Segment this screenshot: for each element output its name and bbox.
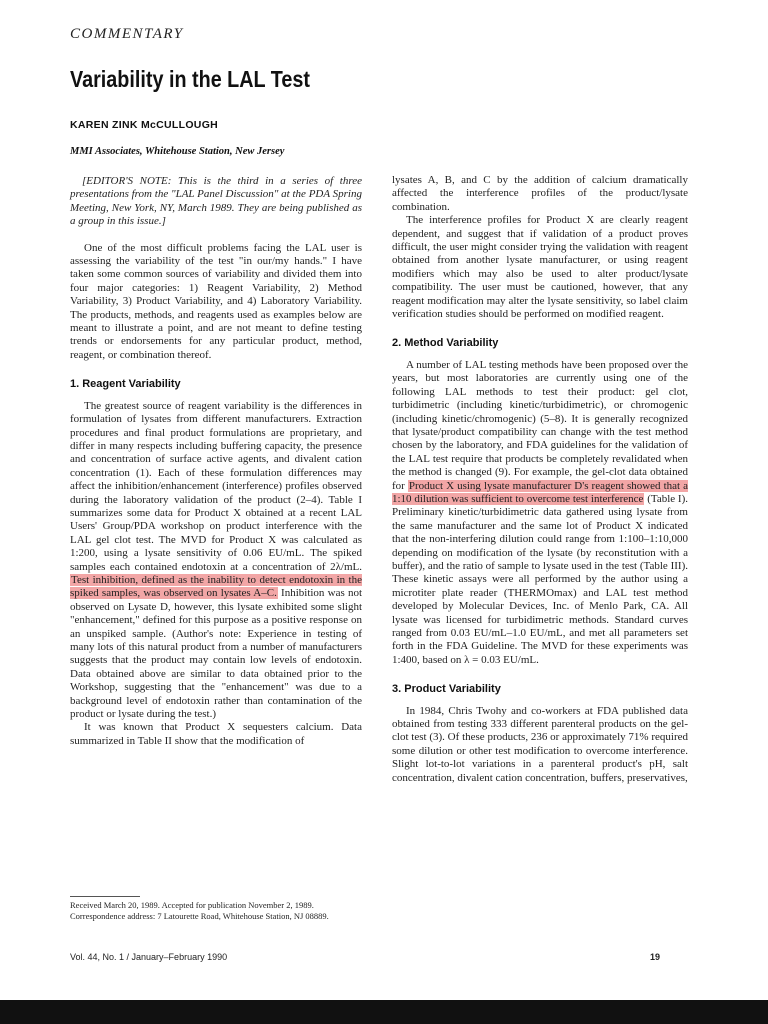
interference-paragraph: The interference profiles for Product X are clearly reagent dependent, and suggest that if validation of a product proves difficult, the user might consider trying the validation with reagent obtained from another lysate manufacturer, or using reagent modifiers which may also be used to alter product/lysate compatibility. The user must be cautioned, however, that any reagent modification may alter the lysate sensitivity, so label claim verification studies should be performed on modified reagent.	[392, 214, 688, 321]
lysate-paragraph: lysates A, B, and C by the addition of calcium dramatically affected the interference profiles of the product/lysate combination.	[392, 174, 688, 213]
calcium-paragraph: It was known that Product X sequesters calcium. Data summarized in Table II show that the modification of	[70, 721, 362, 747]
scan-edge-bar	[0, 1000, 768, 1024]
method-paragraph	[392, 359, 688, 667]
heading-product-variability: 3. Product Variability	[392, 683, 501, 696]
product-paragraph: In 1984, Chris Twohy and co-workers at FDA published data obtained from testing 333 different parenteral products on the gel-clot test (3). Of these products, 236 or approximately 71% required some dilution or other test modification to overcome interference. Slight lot-to-lot variations in a parenteral product's pH, salt concentration, divalent cation concentration, buffers, preservatives,	[392, 704, 688, 784]
author-affiliation: MMI Associates, Whitehouse Station, New Jersey	[70, 146, 285, 157]
highlight-test-inhibition: Test inhibition, defined as the inability to detect endotoxin in the spiked samples, was observed on lysates A–C.	[70, 573, 362, 600]
left-column	[70, 175, 362, 748]
reagent-text-after: Inhibition was not observed on Lysate D, however, this lysate exhibited some slight "enhancement," defined for this purpose as a positive response on an unspiked sample. (Author's note: Experience in testing of many lots of this natural product from a number of manufacturers suggests that the product may contain low levels of endotoxin. Data obtained above are similar to data obtained prior to the Workshop, suggesting that the "enhancement" was due to a background level of endotoxin rather than contamination of the product or lysate during the test.)	[70, 587, 363, 721]
right-column	[392, 174, 688, 785]
method-text-after: (Table I). Preliminary kinetic/turbidimetric data gathered using lysate from the same manufacturer and the same lot of Product X indicated that the non-interfering dilution could range from 1:100–1:10,000 depending on modification of the lysate (by reconstitution with a buffer), and the ratio of sample to lysate used in the test (Table III). These kinetic assays were all performed by the author using a microtiter plate reader (THERMOmax) and LAL test method developed by Molecular Devices, Inc. of Menlo Park, CA. All lysate was licensed for turbidimetric methods. Standard curves ranged from 0.03 EU/mL–1.0 EU/mL, and met all parameters set forth in the FDA Guideline. The MVD for these experiments was 1:400, based on λ = 0.03 EU/mL.	[392, 492, 688, 666]
heading-reagent-variability: 1. Reagent Variability	[70, 378, 181, 391]
heading-method-variability: 2. Method Variability	[392, 337, 499, 350]
reagent-paragraph	[70, 400, 362, 722]
article-title: Variability in the LAL Test	[70, 66, 310, 92]
author-name: KAREN ZINK McCULLOUGH	[70, 119, 219, 131]
section-label: COMMENTARY	[70, 26, 184, 42]
footnote-rule	[70, 896, 140, 897]
editors-note: [EDITOR'S NOTE: This is the third in a series of three presentations from the "LAL Panel Discussion" at the PDA Spring Meeting, New York, NY, March 1989. They are being published as a group in this issue.]	[70, 175, 362, 228]
page-number: 19	[650, 952, 661, 962]
intro-paragraph: One of the most difficult problems facing the LAL user is assessing the variability of the test "in our/my hands." I have taken some common sources of variability and divided them into four major categories: 1) Reagent Variability, 2) Method Variability, 3) Product Variability, and 4) Laboratory Variability. The products, methods, and reagents used as examples below are meant to illustrate a point, and are not meant to define testing trends or endorsements for any particular product, method, reagent, or combination thereof.	[70, 241, 362, 361]
footnote: Received March 20, 1989. Accepted for publication November 2, 1989. Correspondence address: 7 Latourette Road, Whitehouse Station, NJ 08889.	[70, 900, 329, 921]
journal-citation: Vol. 44, No. 1 / January–February 1990	[70, 952, 228, 962]
method-text-before: A number of LAL testing methods have been proposed over the years, but most laboratories are currently using one of the following LAL methods to test their product: gel clot, turbidimetric (including kinetic/turbidimetric), or chromogenic (including kinetic/chromogenic) (5–8). It is generally recognized that lysate/product compatibility can change with the test method chosen by the laboratory, and FDA guidelines for the validation of the LAL test require that products be completely revalidated when the method is changed (9). For example, the gel-clot data obtained for	[392, 358, 688, 492]
reagent-text-before: The greatest source of reagent variability is the differences in formulation of lysates from different manufacturers. Extraction procedures and final product formulations are proprietary, and differ in many respects including buffering capacity, the presence and concentration of surface active agents, and divalent cation concentration (1). Each of these formulation differences may affect the inhibition/enhancement (interference) profiles observed during the laboratory validation of the product (2–4). Table I summarizes some data for Product X obtained at a recent LAL Users' Group/PDA workshop on product interference with the LAL gel clot test. The MVD for Product X was calculated as 1:200, using a lysate sensitivity of 0.06 EU/mL. The spiked samples each contained endotoxin at a concentration of 2λ/mL.	[70, 399, 362, 573]
highlight-product-x: Product X using lysate manufacturer D's reagent showed that a 1:10 dilution was sufficient to overcome test interference	[392, 479, 688, 505]
